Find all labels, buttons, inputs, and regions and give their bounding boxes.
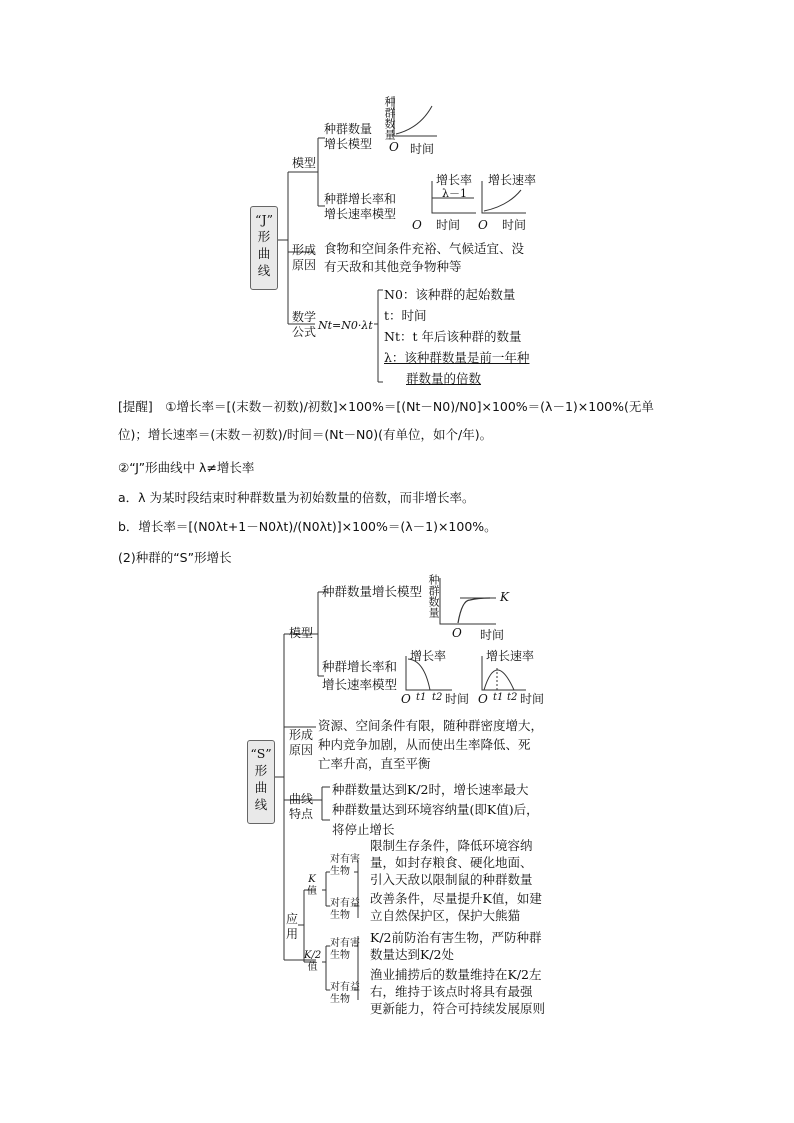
s-graph1-origin: O: [452, 626, 462, 640]
note-line-6: (2)种群的“S”形增长: [118, 550, 232, 565]
j-model-1: 种群数量 增长模型: [324, 122, 373, 151]
s-k-harm-text: 限制生存条件，降低环境容纳 量，如封存粮食、硬化地面、 引入天敌以限制鼠的种群数量: [370, 838, 533, 887]
j-graph2-value: λ－1: [442, 187, 467, 200]
j-graph3-title: 增长速率: [488, 173, 537, 187]
s-k-benefit-label: 对有益 生物: [330, 898, 360, 921]
s-k-benefit-text: 改善条件，尽量提升K值，如建 立自然保护区，保护大熊猫: [370, 891, 542, 923]
s-graph2-xlabel: 时间: [445, 692, 470, 706]
s-k2-benefit-text: 渔业捕捞后的数量维持在K/2左 右，维持于该点时将具有最强 更新能力，符合可持续发展原则: [370, 967, 546, 1016]
note-line-3: ②“J”形曲线中 λ≠增长率: [118, 460, 255, 475]
note-line-1: [提醒] ①增长率＝[(末数－初数)/初数]×100%＝[(Nt－N0)/N0]×100%＝(λ－1)×100%(无单: [118, 399, 654, 414]
s-model-1: 种群数量增长模型: [322, 584, 423, 599]
s-k2-harm-label: 对有害 生物: [330, 938, 360, 961]
s-graph3-t2: t2: [507, 692, 518, 703]
s-graph3-t1: t1: [493, 692, 504, 703]
s-graph1-xlabel: 时间: [480, 628, 505, 642]
s-cause-label: 形成 原因: [289, 728, 314, 757]
j-cause-text: 食物和空间条件充裕、气候适宜、没 有天敌和其他竞争物种等: [324, 241, 525, 274]
s-k2-benefit-label: 对有益 生物: [330, 982, 360, 1005]
note-line-5: b．增长率＝[(N0λt+1－N0λt)/(N0λt)]×100%＝(λ－1)×100%。: [118, 519, 497, 534]
j-model-2: 种群增长率和 增长速率模型: [324, 192, 397, 221]
j-graph2-xlabel: 时间: [436, 218, 461, 232]
j-model-label: 模型: [292, 156, 317, 170]
s-graph3-origin: O: [478, 692, 488, 706]
s-graph2-title: 增长率: [410, 649, 447, 663]
s-cause-text: 资源、空间条件有限，随种群密度增大， 种内竞争加剧，从而使出生率降低、死 亡率升高，直至平衡: [318, 718, 544, 771]
s-model-label: 模型: [289, 626, 314, 640]
j-graph3-xlabel: 时间: [502, 218, 527, 232]
s-graph1-k: K: [500, 590, 509, 604]
s-k2-value-label: K/2 值: [304, 950, 322, 973]
note-line-2: 位)；增长速率＝(末数－初数)/时间＝(Nt－N0)(有单位，如个/年)。: [118, 427, 493, 442]
j-graph1-ylabel: 种群数量: [383, 96, 396, 140]
j-graph1-xlabel: 时间: [410, 142, 435, 156]
s-k-harm-label: 对有害 生物: [330, 854, 360, 877]
j-cause-label: 形成 原因: [292, 243, 317, 272]
note-line-4: a．λ 为某时段结束时种群数量为初始数量的倍数，而非增长率。: [118, 490, 475, 505]
s-graph3-xlabel: 时间: [520, 692, 545, 706]
s-graph1-ylabel: 种群数量: [427, 574, 440, 618]
j-formula-items: N0：该种群的起始数量 t：时间 Nt：t 年后该种群的数量 λ：该种群数量是前一年种 群数量的倍数: [384, 287, 530, 386]
j-formula-expr: Nt=N0·λt: [318, 319, 373, 332]
s-graph2-origin: O: [401, 692, 411, 706]
s-curve-title: “S” 形 曲 线: [247, 740, 275, 824]
j-graph3-origin: O: [478, 218, 488, 232]
j-formula-label: 数学 公式: [292, 310, 317, 339]
s-feature-label: 曲线 特点: [289, 792, 314, 821]
j-graph2-origin: O: [412, 218, 422, 232]
j-curve-title: “J” 形 曲 线: [250, 206, 278, 290]
s-graph3-title: 增长速率: [486, 649, 535, 663]
j-graph2-title: 增长率: [436, 173, 473, 187]
s-k2-harm-text: K/2前防治有害生物，严防种群 数量达到K/2处: [370, 930, 542, 962]
s-feature-text: 种群数量达到K/2时，增长速率最大 种群数量达到环境容纳量(即K值)后， 将停止增长: [332, 782, 539, 837]
s-apply-label: 应 用: [286, 912, 299, 941]
s-graph2-t1: t1: [416, 692, 427, 703]
s-graph2-t2: t2: [432, 692, 443, 703]
s-model-2: 种群增长率和 增长速率模型: [322, 659, 398, 692]
j-graph1-origin: O: [389, 140, 399, 154]
s-k-value-label: K 值: [307, 874, 317, 897]
